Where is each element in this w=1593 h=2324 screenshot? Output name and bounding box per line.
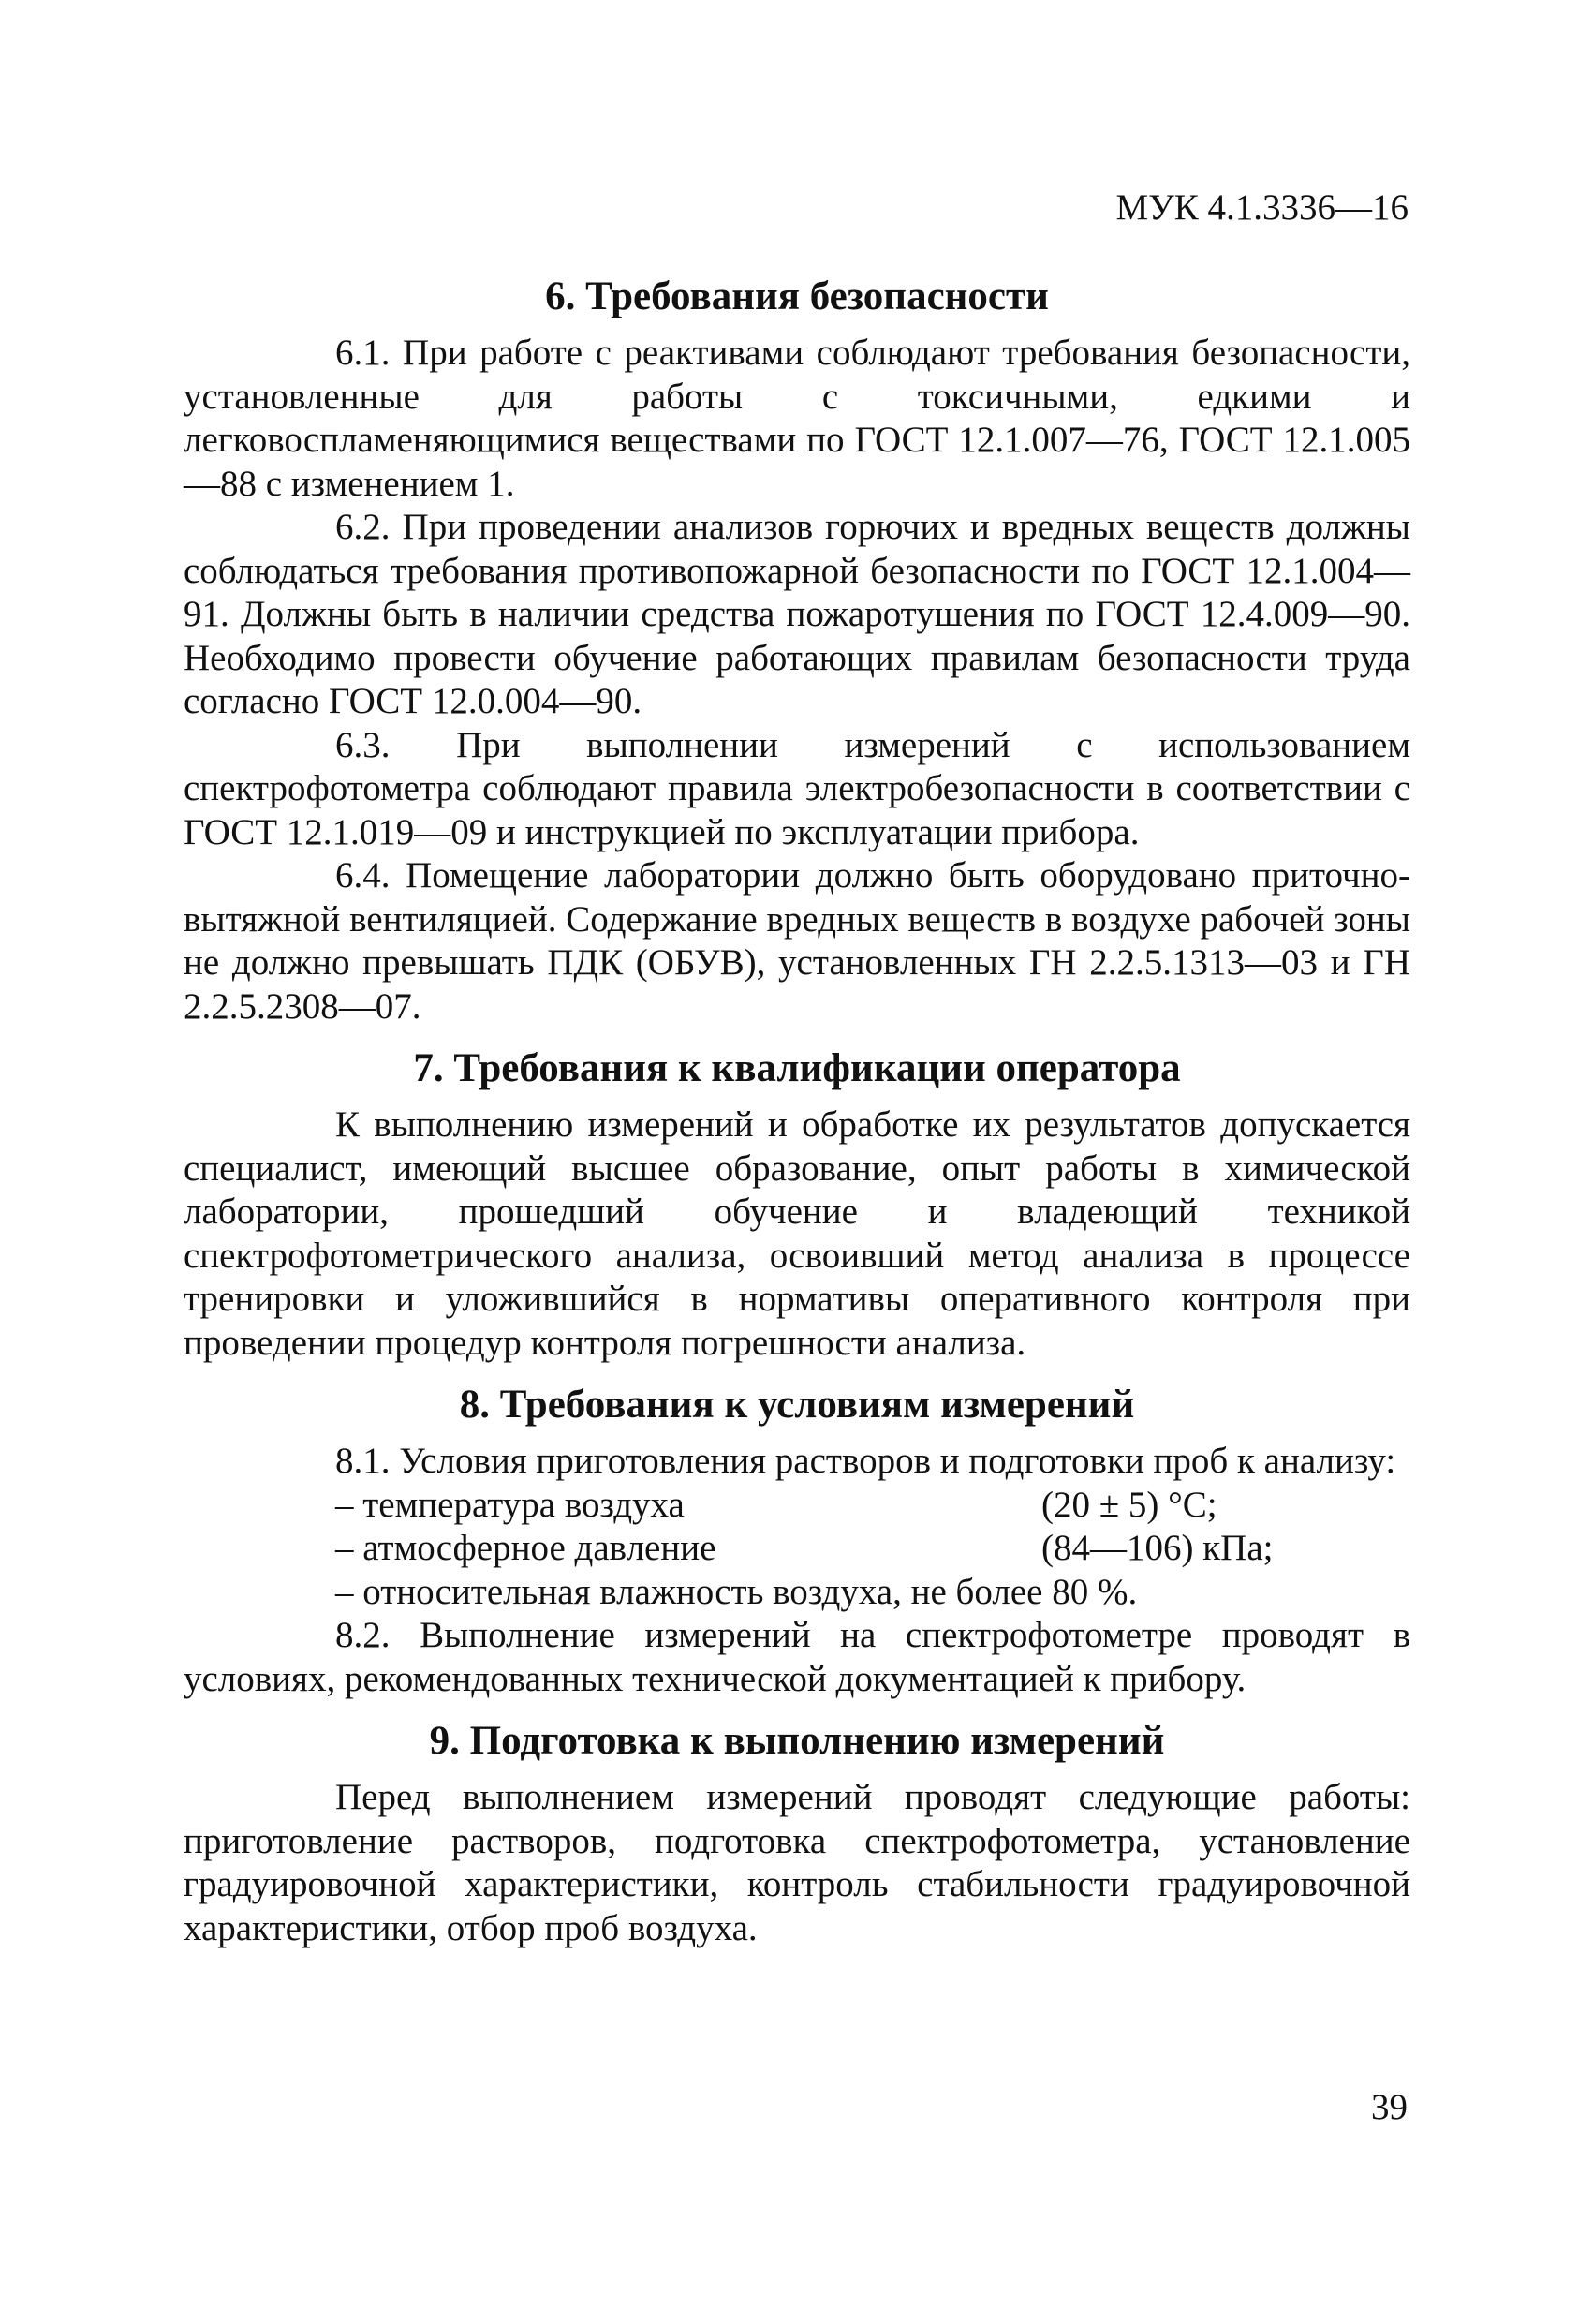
section-6-heading: 6. Требования безопасности (545, 274, 1049, 318)
condition-value: (20 ± 5) °C; (1041, 1484, 1217, 1525)
paragraph-9: Перед выполнением измерений проводят следующие работы: приготовление растворов, подготовка спектрофотометра, установление градуировочной характеристики, контроль стабильности градуировочной характеристики, отбор проб воздуха. (184, 1777, 1410, 1948)
paragraph-6-2: 6.2. При проведении анализов горючих и вредных веществ должны соблюдаться требования противопожарной безопасности по ГОСТ 12.1.004—91. Должны быть в наличии средства пожаротушения по ГОСТ 12.4.009—90. Необходимо провести обучение работающих правилам безопасности труда согласно ГОСТ 12.0.004—90. (184, 507, 1410, 721)
condition-row-temperature (184, 1484, 1410, 1528)
paragraph-6-4: 6.4. Помещение лаборатории должно быть оборудовано приточно-вытяжной вентиляцией. Содержание вредных веществ в воздухе рабочей зоны не должно превышать ПДК (ОБУВ), установленных ГН 2.2.5.1313—03 и ГН 2.2.5.2308—07. (184, 855, 1410, 1027)
condition-label: – температура воздуха (335, 1484, 685, 1525)
section-7-heading: 7. Требования к квалификации оператора (413, 1046, 1181, 1090)
paragraph-6-3: 6.3. При выполнении измерений с использованием спектрофотометра соблюдают правила электробезопасности в соответствии с ГОСТ 12.1.019—09 и инструкцией по эксплуатации прибора. (184, 724, 1410, 852)
document-code: МУК 4.1.3336—16 (1115, 187, 1409, 228)
page-number: 39 (1371, 2087, 1408, 2127)
paragraph-7: К выполнению измерений и обработке их результатов допускается специалист, имеющий высшее образование, опыт работы в химической лаборатории, прошедший обучение и владеющий техникой спектрофотометрического анализа, освоивший метод анализа в процессе тренировки и уложившийся в нормативы оперативного контроля при проведении процедур контроля погрешности анализа. (184, 1104, 1410, 1363)
paragraph-8-1: 8.1. Условия приготовления растворов и подготовки проб к анализу: (335, 1441, 1396, 1481)
condition-label: – атмосферное давление (335, 1528, 716, 1568)
condition-value: (84—106) кПа; (1041, 1528, 1274, 1568)
condition-label: – относительная влажность воздуха, не более (335, 1571, 1043, 1612)
condition-row-humidity (184, 1571, 1410, 1615)
paragraph-6-1: 6.1. При работе с реактивами соблюдают требования безопасности, установленные для работы с токсичными, едкими и легковоспламеняющимися веществами по ГОСТ 12.1.007—76, ГОСТ 12.1.005—88 с изменением 1. (184, 333, 1410, 504)
condition-row-pressure (184, 1527, 1410, 1571)
page-content (184, 274, 1410, 1950)
section-8-heading: 8. Требования к условиям измерений (459, 1383, 1135, 1427)
paragraph-8-2: 8.2. Выполнение измерений на спектрофотометре проводят в условиях, рекомендованных технической документацией к прибору. (184, 1615, 1410, 1699)
section-9-heading: 9. Подготовка к выполнению измерений (429, 1719, 1165, 1763)
condition-value: 80 %. (1052, 1571, 1138, 1612)
